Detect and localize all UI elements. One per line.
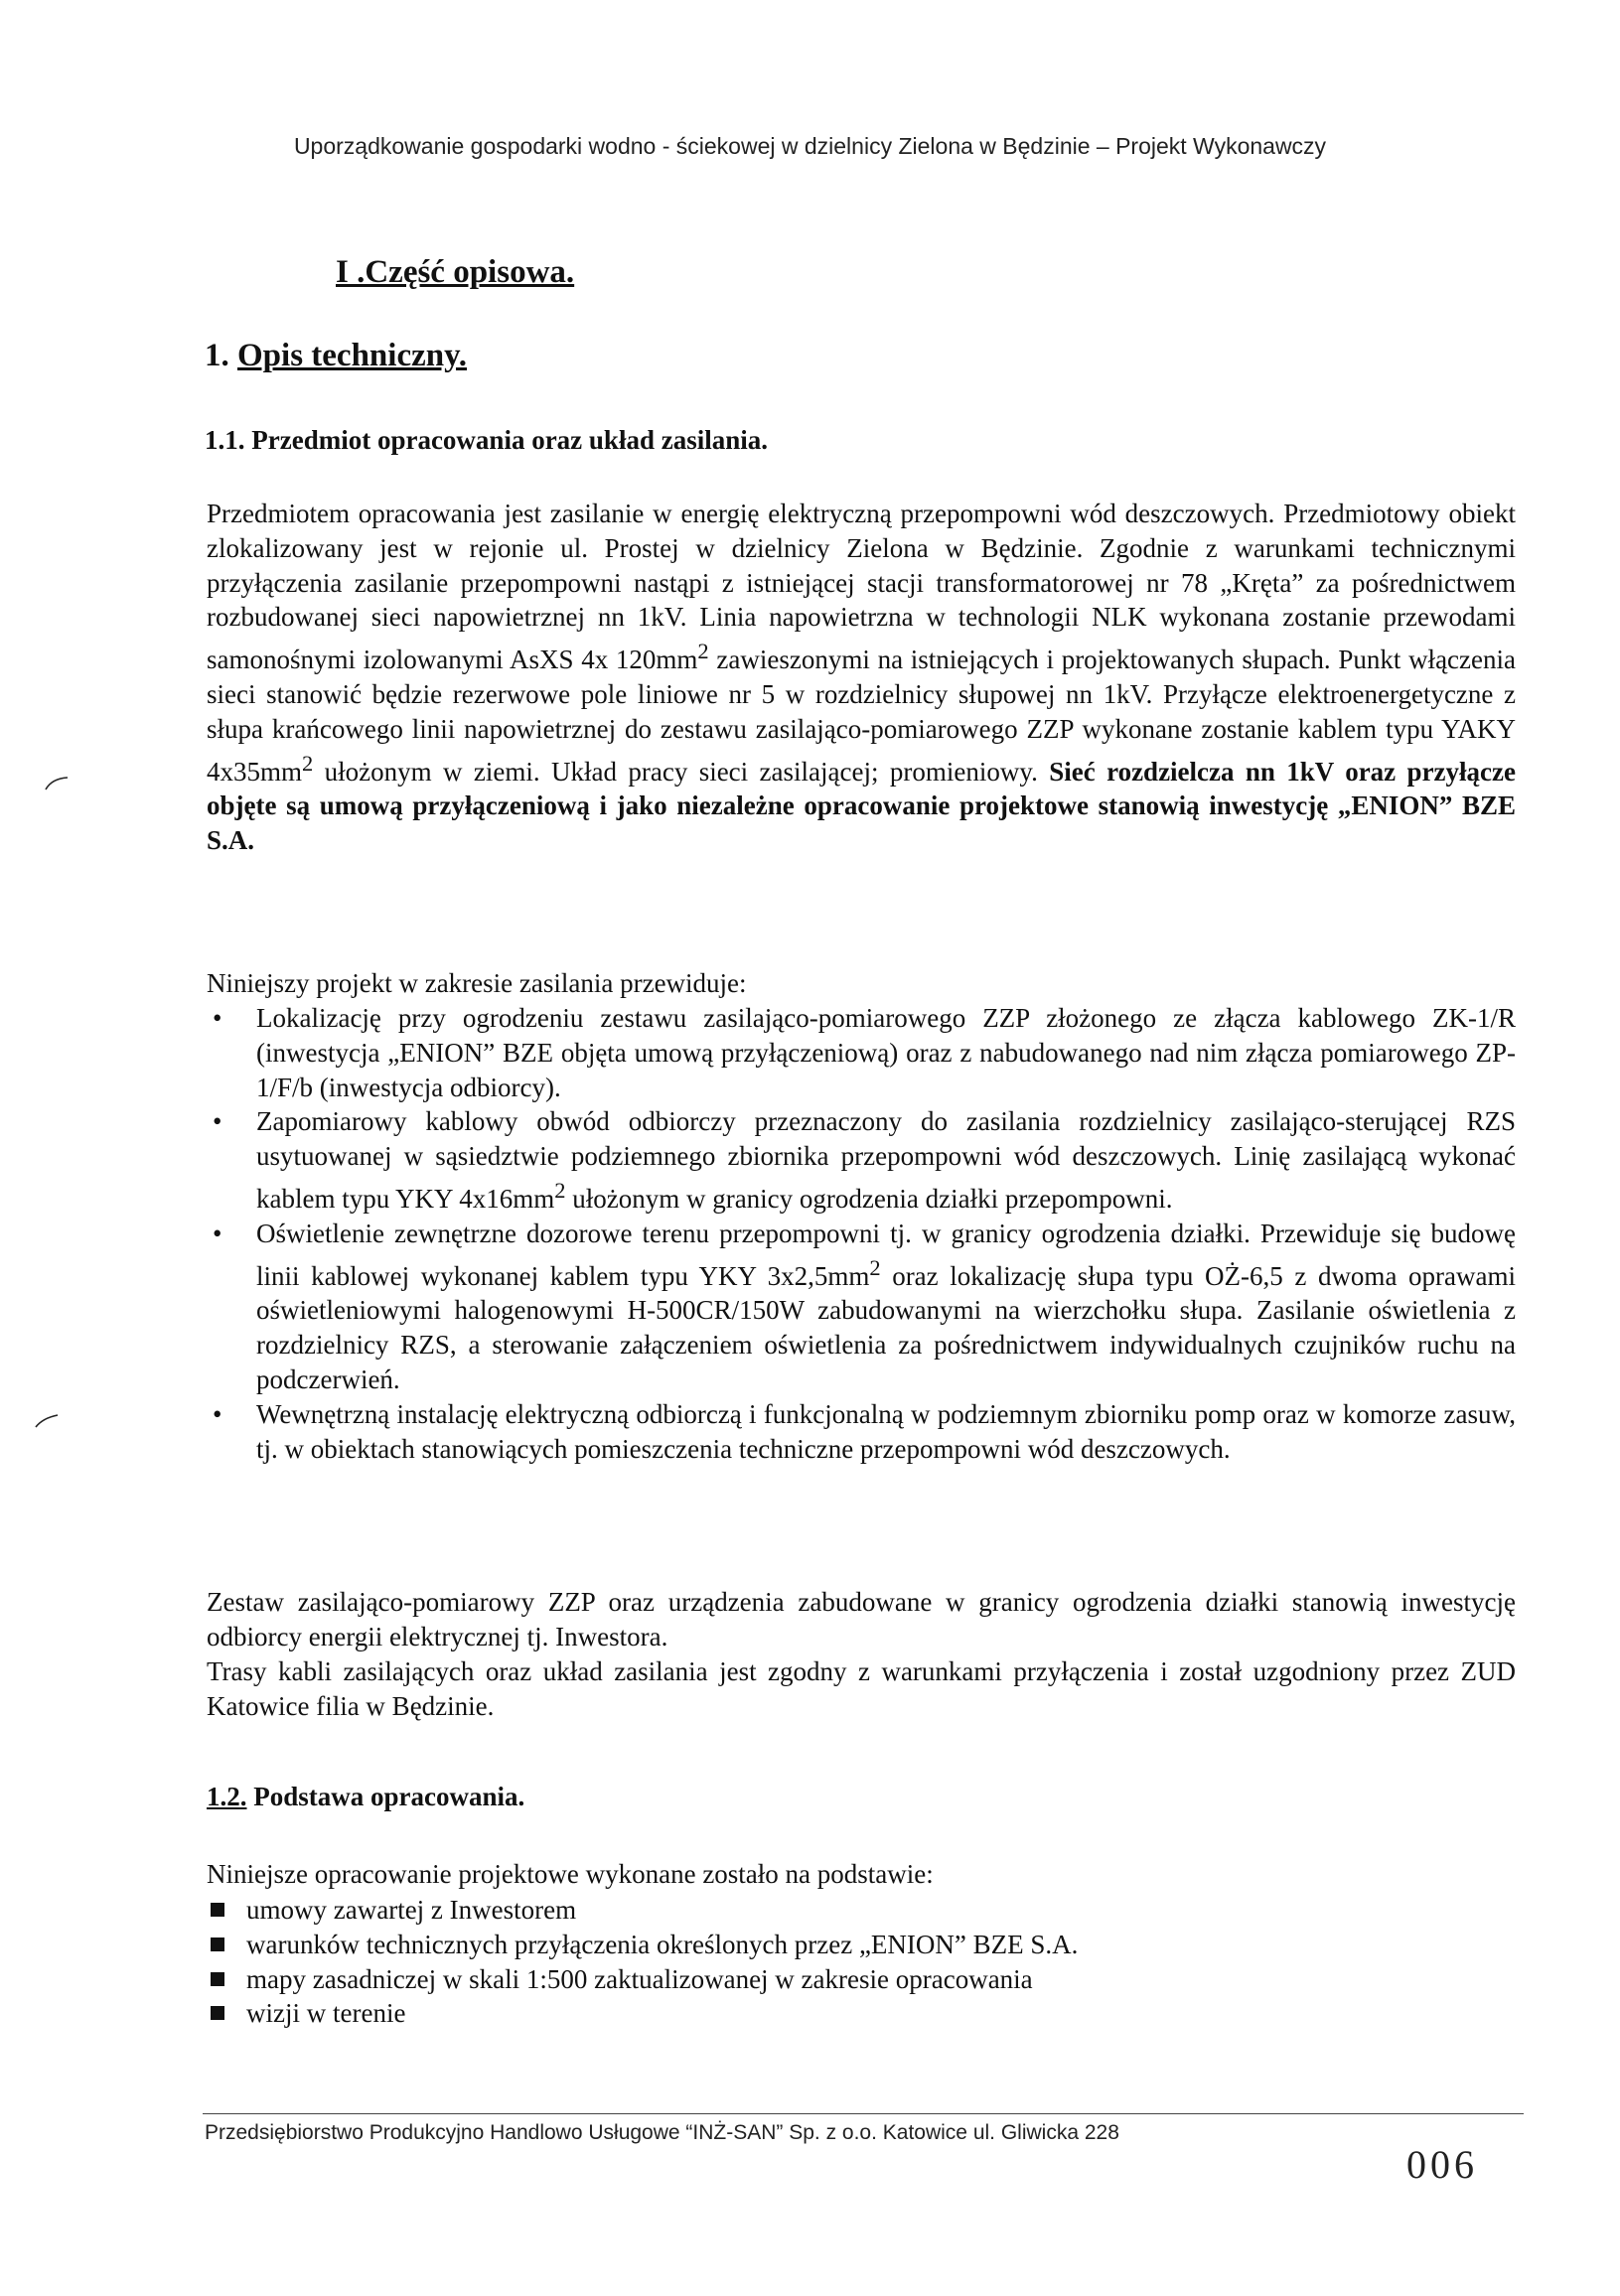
subsection-1-1-title xyxy=(205,425,768,456)
chapter-title xyxy=(205,338,467,374)
square-bullet-icon xyxy=(211,1937,224,1951)
superscript-2: 2 xyxy=(302,750,314,776)
page-footer: Przedsiębiorstwo Produkcyjno Handlowo Usługowe “INŻ-SAN” Sp. z o.o. Katowice ul. Gliwicka 228 xyxy=(205,2121,1119,2144)
margin-mark-icon xyxy=(34,1414,60,1428)
list-item: • Wewnętrzną instalację elektryczną odbiorczą i funkcjonalną w podziemnym zbiorniku pomp oraz w komorze zasuw, tj. w obiektach stanowiących pomieszczenia techniczne przepompowni wód deszczowych. xyxy=(213,1398,1516,1464)
list-item: umowy zawartej z Inwestorem xyxy=(207,1893,1078,1928)
bullet-dot-icon: • xyxy=(213,1398,222,1429)
square-bullet-icon xyxy=(211,1903,224,1917)
scope-bullet-list xyxy=(207,1001,1516,1466)
chapter-title-text: Opis techniczny. xyxy=(237,338,468,373)
list-item: • Zapomiarowy kablowy obwód odbiorczy przeznaczony do zasilania rozdzielnicy zasilająco-sterującej RZS usytuowanej w sąsiedztwie podziemnego zbiornika przepompowni wód deszczowych. Linię zasilającą wykonać kablem typu YKY $4x16mm^2$ ułożonym w granicy ogrodzenia działki przepompowni. xyxy=(213,1106,1516,1214)
bullet-dot-icon: • xyxy=(213,1106,222,1137)
margin-mark-icon xyxy=(44,777,70,790)
paragraph-basis-intro: Niniejsze opracowanie projektowe wykonane zostało na podstawie: xyxy=(207,1859,934,1889)
list-item: • Oświetlenie zewnętrzne dozorowe terenu przepompowni tj. w granicy ogrodzenia działki. Przewiduje się budowę linii kablowej wykonanej kablem typu YKY $3x2,5mm^2$ oraz lokalizację słupa typu OŻ-6,5 z dwoma oprawami oświetleniowymi halogenowymi H-500CR/150W zabudowanymi na wierzchołku słupa. Zasilanie oświetlenia z rozdzielnicy RZS, a sterowanie załączeniem oświetlenia za pośrednictwem indywidualnych czujników ruchu na podczerwień. xyxy=(213,1218,1516,1394)
subsection-1-1-number: 1.1. xyxy=(205,425,245,455)
superscript-2: 2 xyxy=(697,639,709,664)
subsection-1-2-title xyxy=(207,1782,524,1812)
page-number: 006 xyxy=(1406,2142,1478,2187)
running-header: Uporządkowanie gospodarki wodno - ściekowej w dzielnicy Zielona w Będzinie – Projekt Wykonawczy xyxy=(293,133,1327,159)
subsection-1-2-number: 1.2. xyxy=(207,1782,247,1811)
square-bullet-icon xyxy=(211,1972,224,1986)
chapter-number: 1. xyxy=(205,338,229,373)
paragraph-subject-part2: zawieszonymi na istniejących i projektowanych słupach. Punkt włączenia sieci stanowić będzie rezerwowe pole liniowe nr 5 w rozdzielnicy słupowej nn 1kV. Przyłącze elektroenergetyczne z słupa krańcowego linii napowietrznej do zestawu zasilająco-pomiarowego ZZP wykonane zostanie kablem typu YAKY 4x35mm xyxy=(207,645,1516,787)
list-item: wizji w terenie xyxy=(207,1996,1078,2031)
paragraph-cable-routes: Trasy kabli zasilających oraz układ zasilania jest zgodny z warunkami przyłączenia i został uzgodniony przez ZUD Katowice filia w Będzinie. xyxy=(207,1656,1516,1721)
paragraph-investment: Zestaw zasilająco-pomiarowy ZZP oraz urządzenia zabudowane w granicy ogrodzenia działki stanowią inwestycję odbiorcy energii elektrycznej tj. Inwestora. xyxy=(207,1587,1516,1651)
section-title: I .Część opisowa. xyxy=(336,254,575,290)
bullet-dot-icon: • xyxy=(213,1003,222,1033)
list-item: mapy zasadniczej w skali 1:500 zaktualizowanej w zakresie opracowania xyxy=(207,1962,1078,1997)
paragraph-subject xyxy=(207,497,1516,858)
list-item: • Lokalizację przy ogrodzeniu zestawu zasilająco-pomiarowego ZZP złożonego ze złącza kablowego ZK-1/R (inwestycja „ENION” BZE objęta umową przyłączeniową) oraz z nabudowanego nad nim złącza pomiarowego ZP-1/F/b (inwestycja odbiorcy). xyxy=(213,1003,1516,1102)
paragraph-subject-part1: Przedmiotem opracowania jest zasilanie w energię elektryczną przepompowni wód deszczowych. Przedmiotowy obiekt zlokalizowany jest w rejonie ul. Prostej w dzielnicy Zielona w Będzinie. Zgodnie z warunkami technicznymi przyłączenia zasilanie przepompowni nastąpi z istniejącej stacji transformatorowej nr 78 „Kręta” za pośrednictwem rozbudowanej sieci napowietrznej nn 1kV. Linia napowietrzna w technologii NLK wykonana zostanie przewodami samonośnymi izolowanymi AsXS 4x 120mm xyxy=(207,499,1516,675)
subsection-1-2-title-text: Podstawa opracowania. xyxy=(253,1782,525,1811)
bullet-dot-icon: • xyxy=(213,1218,222,1248)
subsection-1-1-title-text: Przedmiot opracowania oraz układ zasilania. xyxy=(251,425,768,455)
basis-list xyxy=(207,1893,1078,2031)
paragraph-scope-intro: Niniejszy projekt w zakresie zasilania przewiduje: xyxy=(207,968,747,998)
paragraph-subject-bold: Sieć rozdzielcza nn 1kV oraz przyłącze objęte są umową przyłączeniową i jako niezależne opracowanie projektowe stanowią inwestycję „ENION” BZE S.A. xyxy=(207,756,1516,856)
footer-divider xyxy=(203,2113,1524,2114)
square-bullet-icon xyxy=(211,2006,224,2020)
paragraph-subject-part3: ułożonym w ziemi. Układ pracy sieci zasilającej; promieniowy. xyxy=(313,756,1050,787)
list-item: warunków technicznych przyłączenia określonych przez „ENION” BZE S.A. xyxy=(207,1928,1078,1962)
